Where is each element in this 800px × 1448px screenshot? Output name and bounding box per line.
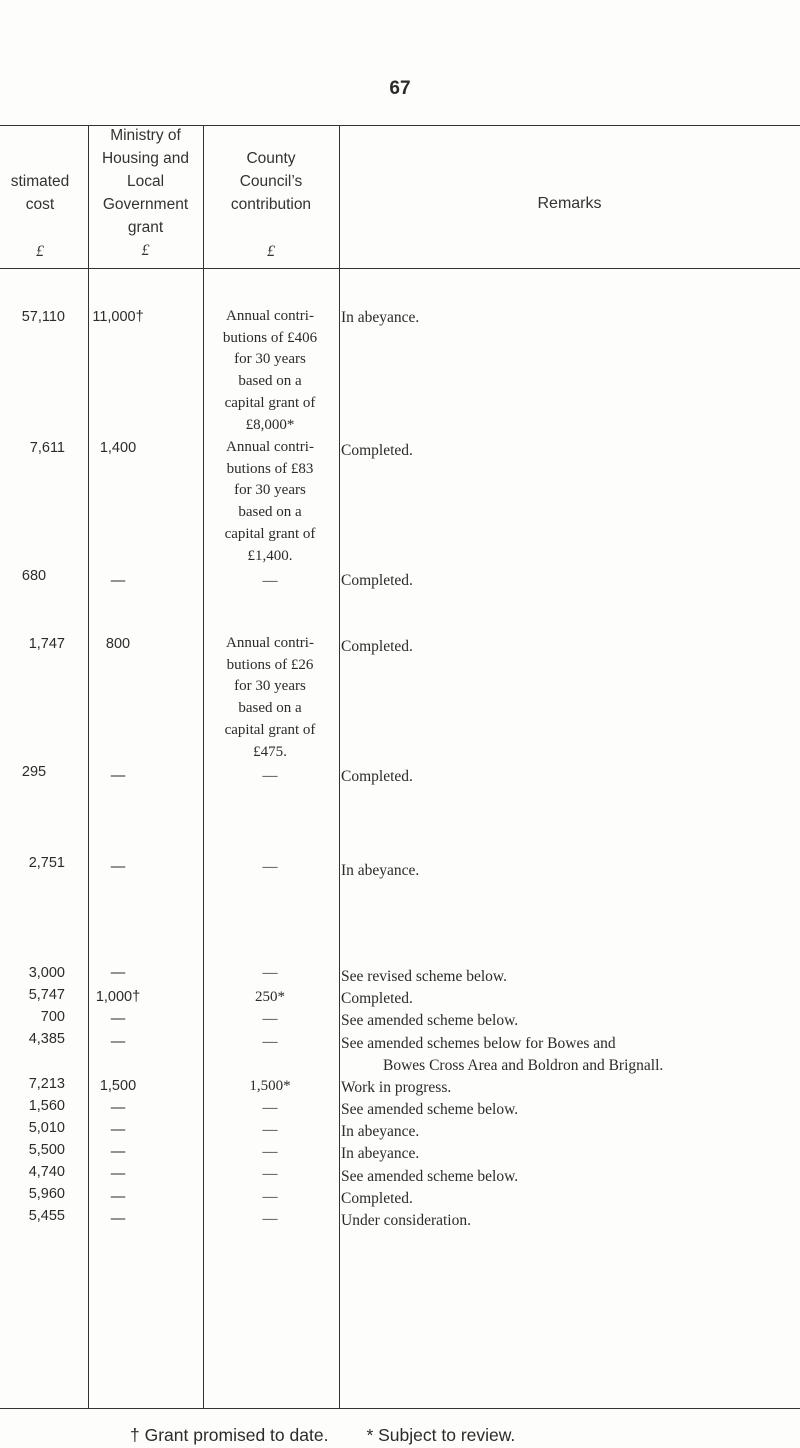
grant-cell: — (110, 1166, 126, 1182)
remark-cell: In abeyance. (341, 862, 420, 879)
remark-cell: Completed. (341, 638, 413, 655)
council-cell: Annual contri- butions of £406 for 30 years based on a capital grant of £8,000* (222, 308, 318, 433)
header-remarks: Remarks (537, 195, 602, 212)
remark-cell: In abeyance. (341, 1145, 420, 1162)
column-divider-2 (203, 125, 204, 1408)
cost-cell: 700 (40, 1009, 65, 1025)
grant-cell: — (110, 1189, 126, 1205)
cost-cell: 1,560 (28, 1098, 65, 1114)
column-divider-3 (339, 125, 340, 1408)
council-cell: — (262, 1166, 278, 1182)
remark-cell: Under consideration. (341, 1212, 471, 1229)
remark-cell: Completed. (341, 572, 413, 589)
remark-cell: See amended schemes below for Bowes and Bowes Cross Area and Boldron and Brignall. (341, 1035, 664, 1074)
cost-cell: 680 (21, 568, 47, 584)
header-bottom-rule (0, 268, 800, 269)
council-cell: — (262, 1100, 278, 1116)
remark-cell: In abeyance. (341, 1123, 420, 1140)
grant-cell: — (110, 1100, 126, 1116)
grant-cell: 800 (105, 636, 131, 652)
grant-cell: 1,500 (99, 1078, 137, 1094)
council-cell: 1,500* (249, 1078, 291, 1094)
grant-cell: 1,400 (99, 440, 137, 456)
remark-cell: See amended scheme below. (341, 1012, 519, 1029)
council-cell: — (262, 573, 278, 589)
cost-cell: 5,500 (28, 1142, 65, 1158)
remark-cell: Work in progress. (341, 1079, 452, 1096)
council-cell: — (262, 1034, 278, 1050)
footnote-review: * Subject to review. (366, 1425, 516, 1445)
council-cell: — (262, 1211, 278, 1227)
remark-cell: Completed. (341, 990, 413, 1007)
cost-cell: 7,213 (28, 1076, 65, 1092)
header-cost: stimated cost £ (10, 173, 70, 260)
remark-cell: See revised scheme below. (341, 968, 507, 985)
grant-cell: — (110, 965, 126, 981)
grant-cell: — (110, 1122, 126, 1138)
grant-cell: — (110, 859, 126, 875)
cost-cell: 57,110 (21, 309, 65, 325)
remark-cell: In abeyance. (341, 309, 420, 326)
grant-cell: — (110, 573, 126, 589)
cost-cell: 4,740 (28, 1164, 65, 1180)
grant-cell: — (110, 1011, 126, 1027)
footnote-grant: † Grant promised to date. (130, 1425, 329, 1445)
remark-cell: Completed. (341, 1190, 413, 1207)
cost-cell: 7,611 (29, 440, 65, 456)
cost-cell: 5,010 (28, 1120, 65, 1136)
grant-cell: — (110, 1144, 126, 1160)
footnotes (130, 1425, 515, 1446)
grant-cell: — (110, 1034, 126, 1050)
cost-cell: 1,747 (28, 636, 65, 652)
remark-cell: Completed. (341, 442, 413, 459)
grant-cell: — (110, 1211, 126, 1227)
header-grant: Ministry of Housing and Local Government grant £ (101, 127, 190, 259)
cost-cell: 5,455 (28, 1208, 65, 1224)
grant-cell: — (110, 768, 126, 784)
grant-cell: 1,000† (95, 989, 141, 1005)
council-cell: — (262, 859, 278, 875)
remark-cell: See amended scheme below. (341, 1101, 519, 1118)
council-cell: Annual contri- butions of £26 for 30 years based on a capital grant of £475. (224, 635, 316, 760)
cost-cell: 295 (21, 764, 47, 780)
council-cell: Annual contri- butions of £83 for 30 years based on a capital grant of £1,400. (224, 439, 316, 564)
table-bottom-rule (0, 1408, 800, 1409)
cost-cell: 5,960 (28, 1186, 65, 1202)
council-cell: 250* (255, 989, 285, 1005)
cost-cell: 2,751 (28, 855, 65, 871)
cost-cell: 4,385 (28, 1031, 65, 1047)
council-cell: — (262, 965, 278, 981)
page-number: 67 (389, 78, 411, 99)
cost-cell: 5,747 (28, 987, 65, 1003)
remark-cell: Completed. (341, 768, 413, 785)
remark-cell: See amended scheme below. (341, 1168, 519, 1185)
cost-cell: 3,000 (28, 965, 65, 981)
header-council: County Council’s contribution £ (230, 150, 312, 260)
grant-cell: 11,000† (92, 309, 144, 325)
council-cell: — (262, 768, 278, 784)
council-cell: — (262, 1189, 278, 1205)
council-cell: — (262, 1011, 278, 1027)
council-cell: — (262, 1144, 278, 1160)
council-cell: — (262, 1122, 278, 1138)
